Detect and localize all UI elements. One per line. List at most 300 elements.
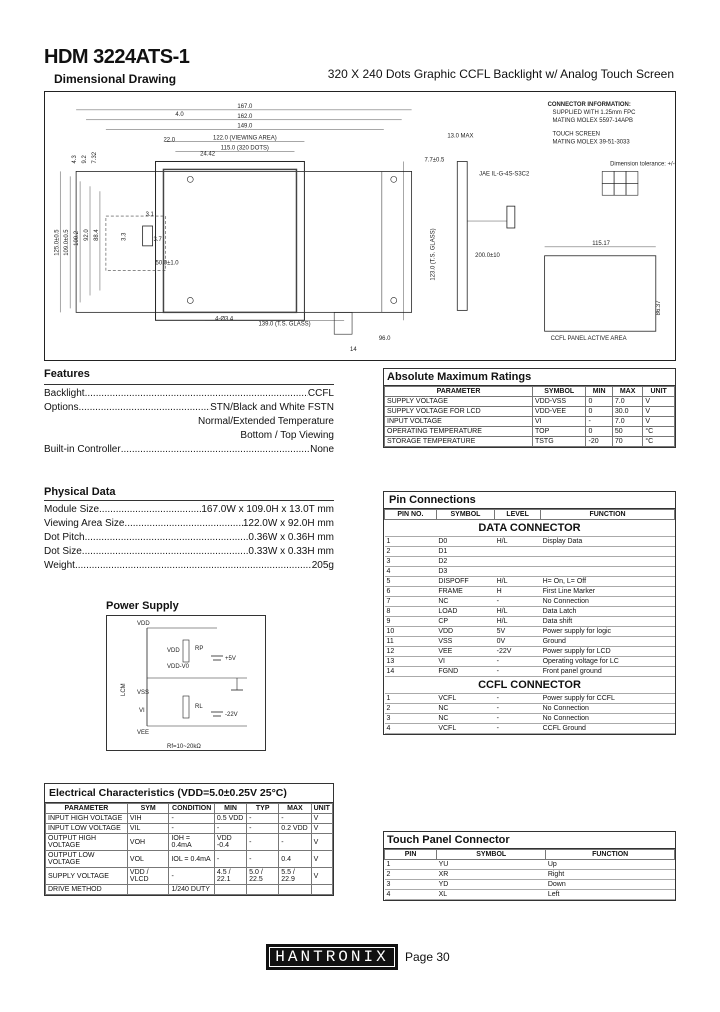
table-cell: DISPOFF	[436, 577, 494, 587]
connector-info: MATING MOLEX 5597-14APB	[552, 117, 633, 124]
pin-row	[385, 567, 675, 577]
physical-label: Dot Pitch	[44, 532, 85, 543]
electrical-title: Electrical Characteristics (VDD=5.0±0.25V 25°C)	[45, 784, 333, 803]
features-value: None	[310, 444, 334, 455]
table-cell: VIH	[127, 814, 169, 824]
features-section	[44, 368, 334, 457]
pin-row	[385, 597, 675, 607]
dim-label: 24.42	[200, 151, 216, 158]
column-header: FUNCTION	[546, 850, 675, 860]
table-cell	[247, 885, 279, 895]
table-cell: No Connection	[541, 704, 675, 714]
table-cell: TSTG	[532, 437, 586, 447]
table-cell: -	[214, 851, 246, 868]
table-cell: FRAME	[436, 587, 494, 597]
leader-dots	[75, 559, 312, 573]
table-cell: FGND	[436, 667, 494, 677]
table-cell: 9	[385, 617, 437, 627]
physical-row	[44, 545, 334, 559]
table-cell: 50	[612, 427, 642, 437]
module-outline	[76, 171, 411, 312]
table-cell: OUTPUT LOW VOLTAGE	[46, 851, 128, 868]
pin-row	[385, 704, 675, 714]
table-cell: -	[495, 704, 541, 714]
mount-hole	[187, 297, 193, 303]
features-label: Backlight	[44, 388, 85, 399]
electrical-section	[44, 783, 334, 896]
features-value: Bottom / Top Viewing	[240, 430, 334, 441]
table-cell	[495, 547, 541, 557]
table-cell: V	[311, 834, 332, 851]
table-cell: 3	[385, 557, 437, 567]
features-row	[44, 387, 334, 401]
features-row	[44, 415, 334, 429]
ccfl-active-area	[545, 256, 656, 331]
electrical-row	[46, 885, 333, 895]
dim-label: 4.3	[72, 155, 79, 164]
physical-label: Module Size	[44, 504, 100, 515]
table-cell: XL	[437, 890, 546, 900]
table-cell: Power supply for logic	[541, 627, 675, 637]
power-label: VI	[139, 708, 145, 714]
table-cell: V	[643, 407, 675, 417]
table-cell: 0	[586, 397, 612, 407]
connector-info: TOUCH SCREEN	[552, 131, 600, 138]
page-number: Page 30	[405, 950, 450, 964]
table-cell: TOP	[532, 427, 586, 437]
table-cell: 3	[385, 880, 437, 890]
table-cell: 1	[385, 537, 437, 547]
table-cell: -	[495, 667, 541, 677]
pin-row	[385, 637, 675, 647]
dim-label: 3.1	[145, 212, 154, 219]
pin-row	[385, 647, 675, 657]
table-cell: V	[643, 397, 675, 407]
table-cell: SUPPLY VOLTAGE FOR LCD	[385, 407, 533, 417]
table-cell: 2	[385, 704, 437, 714]
table-cell: 0	[586, 427, 612, 437]
table-cell	[214, 885, 246, 895]
table-cell: VEE	[436, 647, 494, 657]
column-header: MIN	[586, 387, 612, 397]
table-cell	[495, 567, 541, 577]
touch-section	[383, 831, 676, 901]
table-cell: H/L	[495, 577, 541, 587]
table-cell: OPERATING TEMPERATURE	[385, 427, 533, 437]
column-header: MAX	[279, 804, 311, 814]
touch-row	[385, 860, 675, 870]
power-label: LCM	[121, 683, 127, 696]
table-cell: -	[169, 814, 214, 824]
column-header: PARAMETER	[46, 804, 128, 814]
dim-label: 96.0	[378, 336, 391, 343]
table-cell: VI	[436, 657, 494, 667]
features-label: Options	[44, 402, 79, 413]
table-cell: NC	[436, 704, 494, 714]
column-header: CONDITION	[169, 804, 214, 814]
features-value: Normal/Extended Temperature	[198, 416, 334, 427]
ratings-row	[385, 417, 675, 427]
dim-label: 4-Ø3.4	[215, 316, 234, 323]
physical-value: 0.36W x 0.36H mm	[248, 532, 334, 543]
power-label: -22V	[225, 712, 238, 718]
dim-label: 7.32	[91, 151, 98, 164]
viewing-area-frame	[153, 161, 305, 323]
dim-label: CCFL PANEL ACTIVE AREA	[550, 336, 627, 343]
ratings-row	[385, 397, 675, 407]
table-cell: IOH = 0.4mA	[169, 834, 214, 851]
table-cell: VI	[532, 417, 586, 427]
features-row	[44, 401, 334, 415]
pin-row	[385, 657, 675, 667]
table-cell: 1	[385, 860, 437, 870]
dim-label: 200.0±10	[475, 252, 500, 259]
ccfl-connector-header-label: CCFL CONNECTOR	[385, 677, 675, 694]
dim-label: 4.0	[175, 111, 184, 118]
dim-label: 9.2	[82, 155, 89, 164]
table-cell: H= On, L= Off	[541, 577, 675, 587]
table-cell: 1/240 DUTY	[169, 885, 214, 895]
table-cell: 0.5 VDD	[214, 814, 246, 824]
physical-value: 122.0W x 92.0H mm	[242, 518, 334, 529]
table-cell: V	[311, 868, 332, 885]
table-cell	[541, 557, 675, 567]
product-tagline: 320 X 240 Dots Graphic CCFL Backlight w/ Analog Touch Screen	[327, 67, 674, 81]
table-cell: -	[169, 868, 214, 885]
table-cell: 10	[385, 627, 437, 637]
column-header: UNIT	[311, 804, 332, 814]
table-cell: IOL = 0.4mA	[169, 851, 214, 868]
dim-label: 92.0	[84, 229, 91, 241]
table-cell: Ground	[541, 637, 675, 647]
dim-label: 88.4	[93, 229, 100, 241]
table-cell	[495, 557, 541, 567]
table-cell: 8	[385, 607, 437, 617]
physical-list	[44, 500, 334, 573]
electrical-row	[46, 851, 333, 868]
power-label: RP	[195, 646, 204, 652]
electrical-row	[46, 814, 333, 824]
mount-hole	[187, 176, 193, 182]
table-cell	[541, 547, 675, 557]
table-cell: VOL	[127, 851, 169, 868]
table-cell: -	[247, 814, 279, 824]
dim-label: 122.0 (VIEWING AREA)	[213, 135, 277, 142]
table-cell: -	[247, 824, 279, 834]
table-cell: Left	[546, 890, 675, 900]
table-cell: -	[495, 724, 541, 734]
dim-label: JAE IL-G-4S-S3C2	[479, 171, 530, 178]
side-view	[457, 161, 467, 310]
leader-dots	[121, 443, 310, 457]
table-cell: -20	[586, 437, 612, 447]
physical-row	[44, 559, 334, 573]
dim-label: 50.0±1.0	[155, 260, 179, 267]
physical-title: Physical Data	[44, 486, 116, 498]
hantronix-logo: HANTRONIX	[266, 944, 398, 970]
mount-hole	[391, 297, 397, 303]
features-value: CCFL	[307, 388, 334, 399]
cable-exit	[334, 312, 352, 334]
pin-row	[385, 694, 675, 704]
table-cell: -	[214, 824, 246, 834]
dim-label: 13.0 MAX	[447, 133, 474, 140]
column-header: SYMBOL	[436, 510, 494, 520]
table-cell: Power supply for CCFL	[541, 694, 675, 704]
dim-label: 139.0 (T.S. GLASS)	[258, 321, 311, 328]
ccfl-connector	[507, 206, 515, 228]
pcb-side	[304, 171, 381, 312]
column-header: TYP	[247, 804, 279, 814]
table-cell: INPUT VOLTAGE	[385, 417, 533, 427]
features-label: Built-in Controller	[44, 444, 121, 455]
table-cell: VOH	[127, 834, 169, 851]
column-header: LEVEL	[495, 510, 541, 520]
connector-pin-grid	[602, 171, 638, 195]
column-header: MAX	[612, 387, 642, 397]
column-header: FUNCTION	[541, 510, 675, 520]
table-cell: No Connection	[541, 714, 675, 724]
power-label: +5V	[225, 656, 236, 662]
column-header: PIN NO.	[385, 510, 437, 520]
table-cell: 5V	[495, 627, 541, 637]
table-cell: DRIVE METHOD	[46, 885, 128, 895]
ratings-row	[385, 407, 675, 417]
table-cell: 2	[385, 870, 437, 880]
table-cell: H/L	[495, 537, 541, 547]
table-cell: 12	[385, 647, 437, 657]
dim-label: Dimension tolerance: +/-	[610, 161, 675, 168]
physical-row	[44, 531, 334, 545]
data-connector-header	[385, 520, 675, 537]
power-label: VDD	[167, 648, 180, 654]
table-cell: VDD -0.4	[214, 834, 246, 851]
column-header: SYM	[127, 804, 169, 814]
pin-row	[385, 607, 675, 617]
table-cell: 11	[385, 637, 437, 647]
drawing-svg	[45, 92, 675, 360]
table-cell: -	[169, 824, 214, 834]
physical-row	[44, 517, 334, 531]
pin-row	[385, 617, 675, 627]
table-cell: 13	[385, 657, 437, 667]
power-label: VDD-V0	[167, 664, 190, 670]
table-cell: D0	[436, 537, 494, 547]
column-header: MIN	[214, 804, 246, 814]
table-cell: VDD-VEE	[532, 407, 586, 417]
table-cell: 5	[385, 577, 437, 587]
dim-label: 125.0±0.5	[54, 229, 61, 256]
table-cell: -	[495, 657, 541, 667]
table-cell: °C	[643, 427, 675, 437]
dimensional-drawing	[44, 91, 676, 361]
touch-row	[385, 870, 675, 880]
dim-label: 162.0	[237, 113, 253, 120]
dim-label: 100.2	[74, 230, 81, 246]
power-section	[106, 600, 266, 751]
pins-table	[384, 509, 675, 734]
page-title: HDM 3224ATS-1	[44, 46, 190, 68]
table-cell: Down	[546, 880, 675, 890]
dim-label: 115.17	[592, 240, 611, 247]
physical-section	[44, 486, 334, 573]
power-label: VDD	[137, 621, 150, 627]
electrical-table	[45, 803, 333, 895]
pin-row	[385, 547, 675, 557]
touch-title: Touch Panel Connector	[384, 832, 675, 849]
table-cell: STORAGE TEMPERATURE	[385, 437, 533, 447]
table-cell: CCFL Ground	[541, 724, 675, 734]
physical-value: 205g	[311, 560, 334, 571]
table-cell: 0	[586, 407, 612, 417]
physical-value: 0.33W x 0.33H mm	[248, 546, 334, 557]
table-cell: -	[247, 851, 279, 868]
table-cell: VDD / VLCD	[127, 868, 169, 885]
pins-section	[383, 491, 676, 735]
table-cell: YD	[437, 880, 546, 890]
pin-row	[385, 627, 675, 637]
table-cell: D3	[436, 567, 494, 577]
touch-row	[385, 880, 675, 890]
electrical-row	[46, 868, 333, 885]
table-cell: VCFL	[436, 694, 494, 704]
table-cell: VCFL	[436, 724, 494, 734]
column-header: UNIT	[643, 387, 675, 397]
table-cell: -	[495, 597, 541, 607]
table-cell: D1	[436, 547, 494, 557]
table-cell: SUPPLY VOLTAGE	[46, 868, 128, 885]
leader-dots	[78, 401, 210, 415]
power-title: Power Supply	[106, 600, 179, 612]
table-cell: Front panel ground	[541, 667, 675, 677]
table-cell: VDD	[436, 627, 494, 637]
table-cell: -	[495, 694, 541, 704]
features-row	[44, 443, 334, 457]
connector-info: SUPPLIED WITH 1.25mm FPC	[552, 109, 636, 116]
table-cell: 7	[385, 597, 437, 607]
table-cell: XR	[437, 870, 546, 880]
pin-row	[385, 714, 675, 724]
features-title: Features	[44, 368, 90, 380]
table-cell: H/L	[495, 617, 541, 627]
table-cell: °C	[643, 437, 675, 447]
electrical-row	[46, 834, 333, 851]
table-cell: V	[311, 824, 332, 834]
features-list	[44, 384, 334, 457]
table-cell: 1	[385, 694, 437, 704]
leader-dots	[82, 545, 249, 559]
table-cell	[279, 885, 311, 895]
table-cell: -	[586, 417, 612, 427]
table-cell: 5.5 / 22.9	[279, 868, 311, 885]
ratings-row	[385, 437, 675, 447]
table-cell	[311, 885, 332, 895]
ratings-section	[383, 368, 676, 448]
table-cell: INPUT HIGH VOLTAGE	[46, 814, 128, 824]
power-circuit-svg	[107, 616, 267, 752]
dim-label: 14	[350, 347, 357, 354]
connector-info: CONNECTOR INFORMATION:	[547, 101, 631, 108]
power-label: VEE	[137, 730, 150, 736]
table-cell: NC	[436, 597, 494, 607]
table-cell: V	[311, 814, 332, 824]
touch-table	[384, 849, 675, 900]
data-connector-header-label: DATA CONNECTOR	[385, 520, 675, 537]
table-cell: 0V	[495, 637, 541, 647]
table-cell: INPUT LOW VOLTAGE	[46, 824, 128, 834]
pin-row	[385, 557, 675, 567]
dim-label: 167.0	[237, 103, 253, 110]
ccfl-connector-header	[385, 677, 675, 694]
table-cell: 0.2 VDD	[279, 824, 311, 834]
table-cell: V	[643, 417, 675, 427]
column-header: SYMBOL	[437, 850, 546, 860]
dim-label: 123.0 (T.S. GLASS)	[430, 228, 437, 281]
connector-info: MATING MOLEX 39-51-3033	[552, 139, 630, 146]
table-cell: VSS	[436, 637, 494, 647]
table-cell: NC	[436, 714, 494, 724]
table-cell: Data shift	[541, 617, 675, 627]
pin-row	[385, 537, 675, 547]
table-cell: 7.0	[612, 417, 642, 427]
physical-row	[44, 503, 334, 517]
table-cell: Power supply for LCD	[541, 647, 675, 657]
table-cell: VDD-VSS	[532, 397, 586, 407]
physical-label: Viewing Area Size	[44, 518, 125, 529]
table-cell: Operating voltage for LC	[541, 657, 675, 667]
pin-row	[385, 577, 675, 587]
pins-title: Pin Connections	[384, 492, 675, 509]
leader-dots	[124, 517, 242, 531]
pin-row	[385, 667, 675, 677]
left-dims	[54, 152, 162, 312]
connector-detail	[143, 226, 153, 246]
electrical-row	[46, 824, 333, 834]
column-header: PARAMETER	[385, 387, 533, 397]
features-row	[44, 429, 334, 443]
column-header: SYMBOL	[532, 387, 586, 397]
section-subtitle: Dimensional Drawing	[54, 72, 177, 86]
table-cell: VIL	[127, 824, 169, 834]
dim-label: 7.7±0.5	[424, 157, 445, 164]
table-cell: 6	[385, 587, 437, 597]
table-cell: 30.0	[612, 407, 642, 417]
ratings-row	[385, 427, 675, 437]
leader-dots	[85, 387, 308, 401]
dim-label: 115.0 (320 DOTS)	[220, 145, 269, 152]
table-cell: 14	[385, 667, 437, 677]
table-cell: 2	[385, 547, 437, 557]
dim-label: 22.0	[163, 137, 176, 144]
table-cell: -	[279, 814, 311, 824]
leader-dots	[99, 503, 201, 517]
table-cell	[127, 885, 169, 895]
table-cell: 5.0 / 22.5	[247, 868, 279, 885]
table-cell: No Connection	[541, 597, 675, 607]
physical-label: Dot Size	[44, 546, 82, 557]
dim-label: 3.3	[121, 232, 128, 241]
table-cell: -	[247, 834, 279, 851]
dim-label: 109.0±0.5	[64, 229, 71, 256]
mount-hole	[391, 176, 397, 182]
table-cell: 4	[385, 890, 437, 900]
pin-row	[385, 587, 675, 597]
table-cell: 4	[385, 567, 437, 577]
table-cell: 7.0	[612, 397, 642, 407]
dim-label: 149.0	[237, 123, 253, 130]
power-label: Rf=10~20kΩ	[167, 744, 201, 750]
table-cell: 4.5 / 22.1	[214, 868, 246, 885]
